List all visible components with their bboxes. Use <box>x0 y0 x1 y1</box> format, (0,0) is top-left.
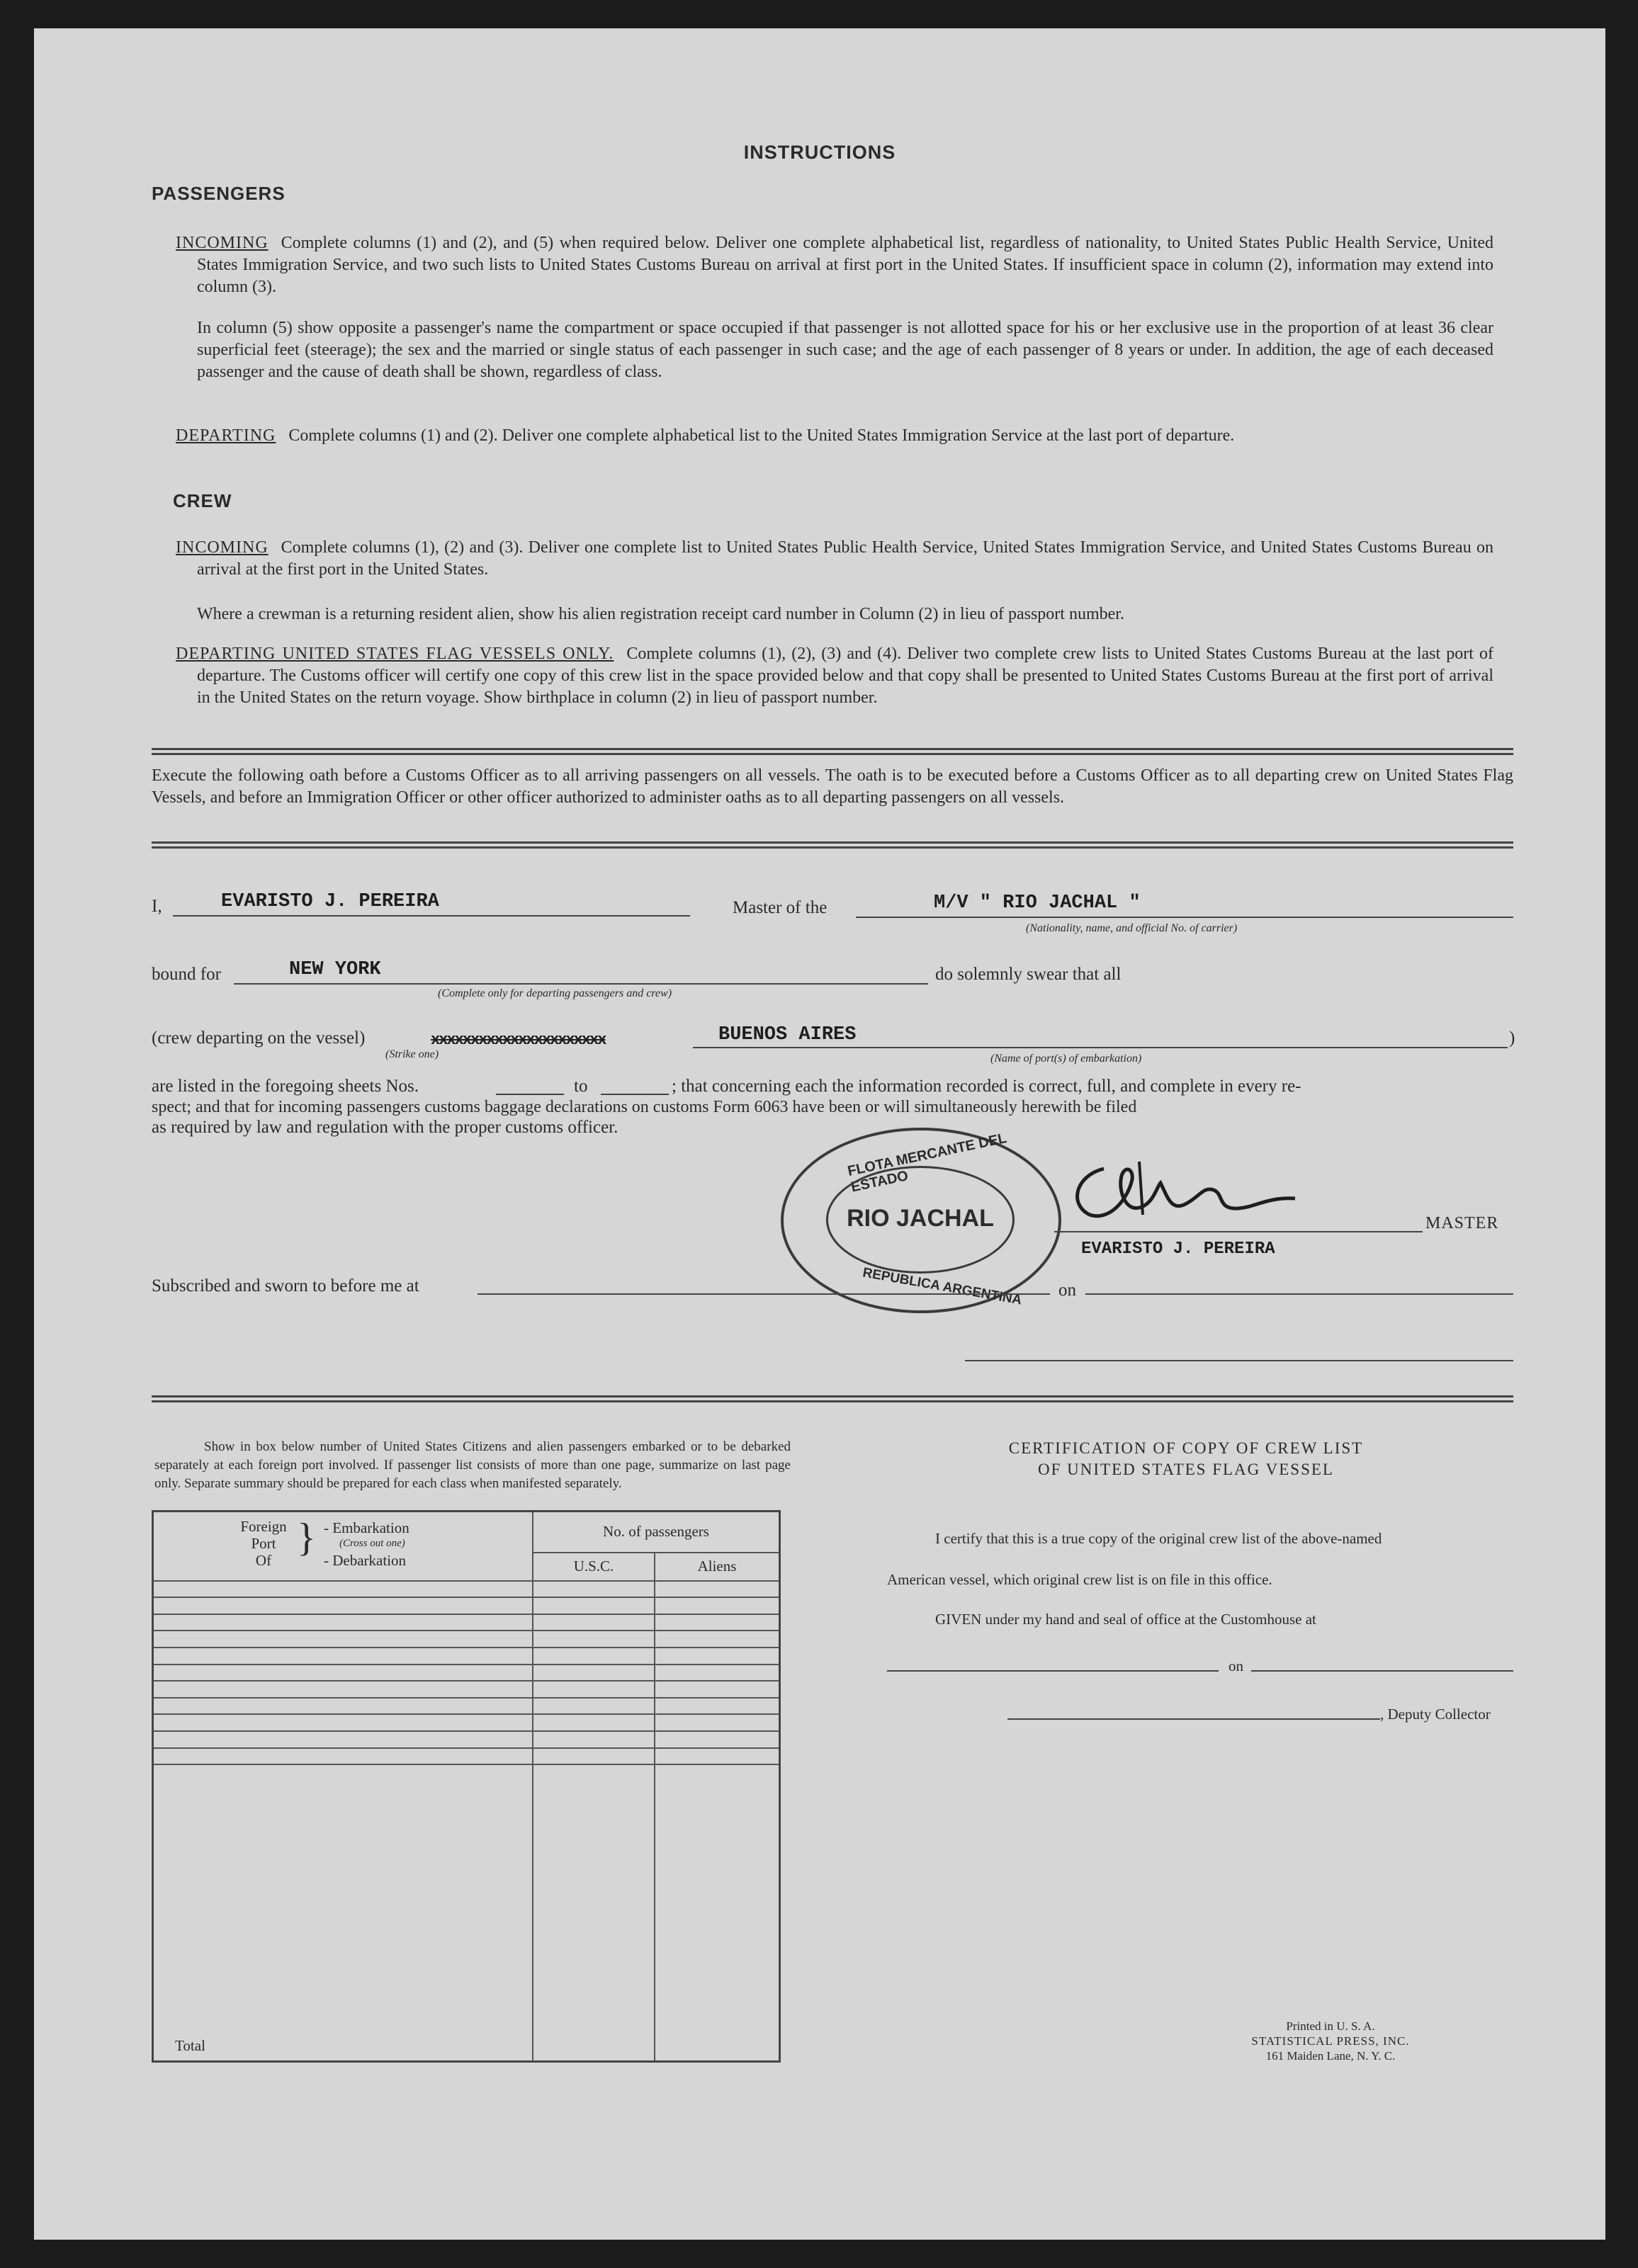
table-row <box>153 1681 780 1698</box>
passenger-summary-table <box>152 1510 781 2063</box>
certify-date-line[interactable] <box>1251 1670 1513 1672</box>
vessel-seal-stamp <box>781 1128 1061 1313</box>
subscribed-date-line[interactable] <box>1085 1293 1513 1295</box>
total-label: Total <box>153 1764 533 2061</box>
printer-line-2: STATISTICAL PRESS, INC. <box>1251 2034 1410 2048</box>
customhouse-place-line[interactable] <box>887 1670 1219 1672</box>
aliens-header: Aliens <box>655 1553 780 1581</box>
port-cell[interactable] <box>153 1597 533 1614</box>
column5-paragraph: In column (5) show opposite a passenger's name the compartment or space occupied if that passenger is not allotted space for his or her exclusive use in the proportion of at least 36 clear superficial feet (steerage); the sex and the married or single status of each passenger in such case; and the age of each passenger of 8 years or under. In addition, the age of each deceased passenger and the cause of death shall be shown, regardless of class. <box>197 319 1493 381</box>
vessel-field[interactable]: M/V " RIO JACHAL " <box>934 892 1141 914</box>
officer-signature-line[interactable] <box>965 1360 1513 1361</box>
port-cell[interactable] <box>153 1581 533 1598</box>
swear-text: do solemnly swear that all <box>935 965 1122 984</box>
aliens-cell[interactable] <box>655 1581 780 1598</box>
usc-cell[interactable] <box>533 1597 655 1614</box>
certify-on-label: on <box>1228 1657 1243 1674</box>
port-cell[interactable] <box>153 1614 533 1631</box>
passengers-departing-paragraph <box>176 425 1493 447</box>
subscribed-label: Subscribed and sworn to before me at <box>152 1276 419 1295</box>
master-name-line <box>173 915 690 917</box>
bound-for-field[interactable]: NEW YORK <box>289 959 381 980</box>
listed-text-3: spect; and that for incoming passengers customs baggage declarations on customs Form 6063 have been or will simultaneously herewith be filed <box>152 1098 1137 1116</box>
total-aliens-cell[interactable] <box>655 1764 780 2061</box>
bound-for-label: bound for <box>152 965 221 984</box>
usc-cell[interactable] <box>533 1748 655 1765</box>
crew-incoming-text: Complete columns (1), (2) and (3). Deliver one complete list to United States Public Health Service, United States Immigration Service, and United States Customs Bureau on arrival at the first port in the United States. <box>197 538 1493 579</box>
page-title: INSTRUCTIONS <box>743 142 896 163</box>
closing-paren: ) <box>1509 1028 1515 1048</box>
port-cell[interactable] <box>153 1648 533 1665</box>
master-of-label: Master of the <box>733 898 828 917</box>
port-line <box>693 1047 1508 1048</box>
port-cell[interactable] <box>153 1714 533 1731</box>
resident-alien-paragraph: Where a crewman is a returning resident alien, show his alien registration receipt card number in Column (2) in lieu of passport number. <box>197 605 1124 623</box>
usc-cell[interactable] <box>533 1731 655 1748</box>
table-row <box>153 1614 780 1631</box>
table-row <box>153 1597 780 1614</box>
sheet-from-line <box>496 1094 564 1095</box>
certify-text-1: I certify that this is a true copy of the original crew list of the above-named <box>935 1530 1382 1547</box>
aliens-cell[interactable] <box>655 1665 780 1682</box>
summary-instructions: Show in box below number of United States Citizens and alien passengers embarked or to be debarked separately at each foreign port involved. If passenger list consists of more than one page, summarize on last page only. Separate summary should be prepared for each class when manifested separately. <box>154 1439 791 1491</box>
usc-cell[interactable] <box>533 1648 655 1665</box>
table-row <box>153 1631 780 1648</box>
subscribed-place-line[interactable] <box>478 1293 1050 1295</box>
sheet-to-line <box>601 1094 669 1095</box>
port-cell[interactable] <box>153 1748 533 1765</box>
brace: } <box>297 1516 316 1560</box>
listed-text-4: as required by law and regulation with the proper customs officer. <box>152 1118 619 1137</box>
passengers-incoming-text: Complete columns (1) and (2), and (5) when required below. Deliver one complete alphabetical list, regardless of nationality, to United States Public Health Service, United States Immigration Service, and two such lists to United States Customs Bureau on arrival at first port in the United States. If insufficient space in column (2), information may extend into column (3). <box>197 234 1493 296</box>
subscribed-on-label: on <box>1058 1281 1076 1300</box>
aliens-cell[interactable] <box>655 1731 780 1748</box>
usc-cell[interactable] <box>533 1714 655 1731</box>
printer-line-3: 161 Maiden Lane, N. Y. C. <box>1265 2049 1396 2063</box>
stamp-center-text: RIO JACHAL <box>847 1205 994 1232</box>
stamp-bottom-text: REPUBLICA ARGENTINA <box>861 1265 1023 1308</box>
crew-heading: CREW <box>173 490 232 511</box>
port-cell[interactable] <box>153 1698 533 1715</box>
port-cell[interactable] <box>153 1681 533 1698</box>
passengers-incoming-label: INCOMING <box>176 234 269 252</box>
aliens-cell[interactable] <box>655 1597 780 1614</box>
usc-cell[interactable] <box>533 1614 655 1631</box>
crew-departing-label: DEPARTING UNITED STATES FLAG VESSELS ONLY. <box>176 645 614 663</box>
table-row <box>153 1748 780 1765</box>
struck-option: xxxxxxxxxxxxxxxxxxxxxx <box>431 1031 606 1049</box>
listed-text-1: are listed in the foregoing sheets Nos. <box>152 1077 419 1096</box>
aliens-cell[interactable] <box>655 1631 780 1648</box>
passengers-departing-text: Complete columns (1) and (2). Deliver one complete alphabetical list to the United States Immigration Service at the last port of departure. <box>288 426 1235 445</box>
passengers-incoming-paragraph <box>176 232 1493 298</box>
oath-i-label: I, <box>152 897 162 916</box>
listed-text-2: ; that concerning each the information recorded is correct, full, and complete in every re- <box>672 1077 1301 1096</box>
crew-incoming-label: INCOMING <box>176 538 269 557</box>
crew-departing-text: Complete columns (1), (2), (3) and (4). Deliver two complete crew lists to United States Customs Bureau at the last port of departure. The Customs officer will certify one copy of this crew list in the space provided below and that copy shall be presented to United States Customs Bureau at the first port of arrival in the United States on the return voyage. Show birthplace in column (2) in lieu of passport number. <box>197 645 1493 707</box>
crew-incoming-paragraph <box>176 537 1493 581</box>
certify-text-2: American vessel, which original crew list is on file in this office. <box>887 1571 1272 1588</box>
strike-caption: (Strike one) <box>385 1048 439 1060</box>
debarkation-label: - Debarkation <box>324 1552 407 1569</box>
usc-header: U.S.C. <box>533 1553 655 1581</box>
usc-cell[interactable] <box>533 1665 655 1682</box>
crew-departing-label: (crew departing on the vessel) <box>152 1028 366 1048</box>
double-rule-3 <box>152 1395 1513 1402</box>
stamp-top-text: FLOTA MERCANTE DEL ESTADO <box>846 1130 1008 1196</box>
master-signature <box>1061 1147 1316 1232</box>
stamp-inner-ring <box>826 1166 1015 1274</box>
port-cell[interactable] <box>153 1631 533 1648</box>
table-row <box>153 1698 780 1715</box>
aliens-cell[interactable] <box>655 1714 780 1731</box>
aliens-cell[interactable] <box>655 1681 780 1698</box>
aliens-cell[interactable] <box>655 1614 780 1631</box>
table-row <box>153 1648 780 1665</box>
port-cell[interactable] <box>153 1665 533 1682</box>
cross-out-label: (Cross out one) <box>339 1538 405 1549</box>
document-page <box>34 28 1605 2240</box>
usc-cell[interactable] <box>533 1681 655 1698</box>
usc-cell[interactable] <box>533 1698 655 1715</box>
port-field[interactable]: BUENOS AIRES <box>718 1024 857 1045</box>
bound-for-line <box>234 983 928 985</box>
total-row <box>153 1764 780 2061</box>
table-row <box>153 1581 780 1598</box>
double-rule-1 <box>152 748 1513 755</box>
embarkation-label: - Embarkation <box>324 1519 410 1536</box>
bound-caption: (Complete only for departing passengers and crew) <box>438 987 672 999</box>
total-usc-cell[interactable] <box>533 1764 655 2061</box>
given-text: GIVEN under my hand and seal of office at the Customhouse at <box>935 1611 1316 1628</box>
printer-imprint <box>1224 2019 1437 2063</box>
certification-heading-2: OF UNITED STATES FLAG VESSEL <box>1038 1461 1334 1478</box>
deputy-collector-label: , Deputy Collector <box>1380 1706 1491 1723</box>
table-row <box>153 1731 780 1748</box>
master-name-field[interactable]: EVARISTO J. PEREIRA <box>221 891 439 912</box>
to-label: to <box>574 1077 588 1096</box>
aliens-cell[interactable] <box>655 1698 780 1715</box>
vessel-line <box>856 917 1513 918</box>
table-row <box>153 1714 780 1731</box>
double-rule-2 <box>152 841 1513 849</box>
master-label: MASTER <box>1425 1214 1499 1232</box>
table-row <box>153 1665 780 1682</box>
signature-typed-name: EVARISTO J. PEREIRA <box>1081 1240 1275 1259</box>
foreign-port-of-label: Foreign Port Of <box>240 1518 287 1569</box>
passengers-departing-label: DEPARTING <box>176 426 276 445</box>
master-signature-line <box>1054 1231 1423 1232</box>
port-cell[interactable] <box>153 1731 533 1748</box>
usc-cell[interactable] <box>533 1581 655 1598</box>
crew-departing-paragraph <box>176 643 1493 709</box>
deputy-collector-line[interactable] <box>1007 1718 1380 1720</box>
vessel-caption: (Nationality, name, and official No. of carrier) <box>1026 922 1238 934</box>
usc-cell[interactable] <box>533 1631 655 1648</box>
port-caption: (Name of port(s) of embarkation) <box>990 1053 1142 1065</box>
no-passengers-header: No. of passengers <box>533 1512 780 1553</box>
aliens-cell[interactable] <box>655 1748 780 1765</box>
printer-line-1: Printed in U. S. A. <box>1286 2019 1375 2033</box>
port-header-cell <box>153 1512 533 1581</box>
aliens-cell[interactable] <box>655 1648 780 1665</box>
oath-instructions: Execute the following oath before a Customs Officer as to all arriving passengers on all vessels. The oath is to be executed before a Customs Officer as to all departing crew on United States Flag Vessels, and before an Immigration Officer or other officer authorized to administer oaths as to all departing passengers on all vessels. <box>152 766 1513 807</box>
certification-heading-1: CERTIFICATION OF COPY OF CREW LIST <box>1008 1439 1364 1457</box>
passengers-heading: PASSENGERS <box>152 183 286 204</box>
